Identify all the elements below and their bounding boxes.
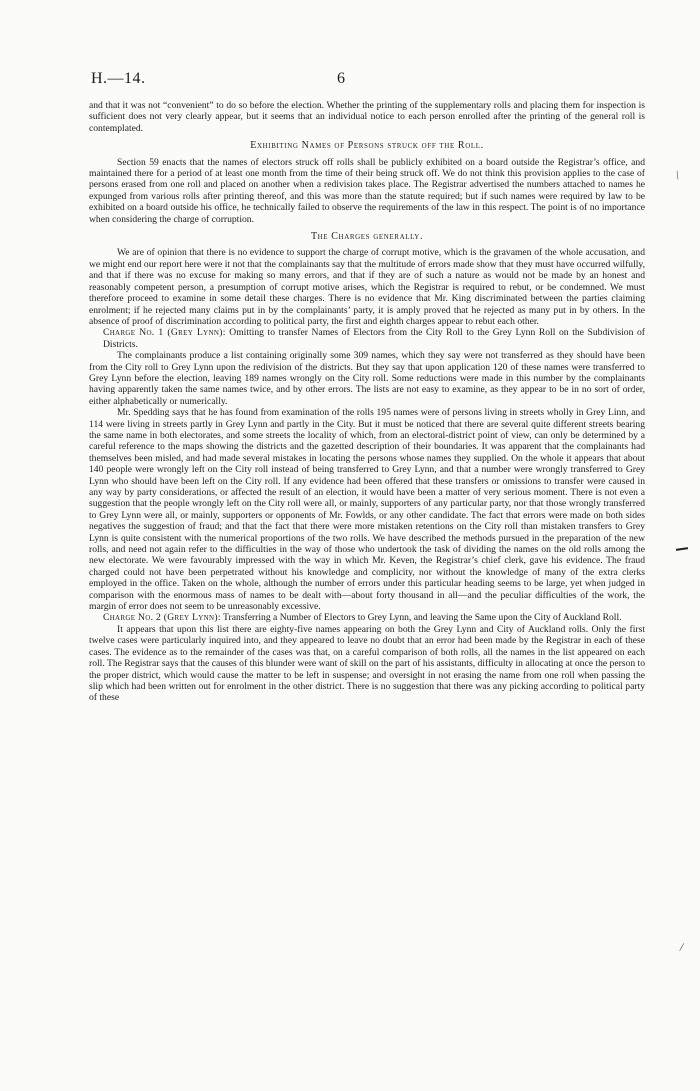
charge-paragraph: The complainants produce a list containing originally some 309 names, which they say were not transferred as they should have been from the City roll to Grey Lynn upon the redivision of the districts. But they say that upon application 120 of these names were transferred to Grey Lynn before the election, leaving 189 names wrongly on the City roll. Some reductions were made in this number by the complainants having apparently taken the same names twice, and by other errors. The lists are not easy to examine, as they appear to be in no sort of order, either alphabetically or numerically. xyxy=(89,350,645,407)
charge-title: Omitting to transfer Names of Electors from the City Roll to the Grey Lynn Roll on the Subdivision of Districts. xyxy=(103,327,645,350)
document-body xyxy=(89,100,645,704)
section-paragraph: We are of opinion that there is no evidence to support the charge of corrupt motive, which is the gravamen of the whole accusation, and we might end our report here were it not that the complainants say that the multitude of errors made show that they must have occurred wilfully, and that if there was no excuse for making so many errors, and that if they are of such a nature as would not be made by an honest and reasonably competent person, a presumption of corrupt motive arises, which the Registrar is required to rebut, or be condemned. We must therefore proceed to examine in some detail these charges. There is no evidence that Mr. King discriminated between the parties claiming enrolment; if he rejected many claims put in by the complainants’ party, it is amply proved that he rejected as many put in by others. In the absence of proof of discrimination according to political party, the first and eighth charges appear to rebut each other. xyxy=(89,247,645,327)
document-reference: H.—14. xyxy=(91,70,146,87)
charge-paragraph: It appears that upon this list there are eighty-five names appearing on both the Grey Lynn and City of Auckland rolls. Only the first twelve cases were particularly inquired into, and they appeared to leave no doubt that an error had been made by the Registrar in each of these cases. The evidence as to the remainder of the cases was that, on a careful comparison of both rolls, all the names in the list appeared on each roll. The Registrar says that the causes of this blunder were want of skill on the part of his assistants, difficulty in allocating at once the person to the proper district, which would cause the matter to be left in suspense; and oversight in not erasing the name from one roll when passing the slip which had been written out for enrolment in the other district. There is no suggestion that there was any picking according to political party of these xyxy=(89,623,645,704)
margin-pencil-mark: / xyxy=(678,939,685,955)
margin-pencil-mark: / xyxy=(672,167,682,183)
margin-pencil-mark xyxy=(676,547,688,551)
charge-label: Charge No. 1 (Grey Lynn): xyxy=(103,327,226,339)
section-heading-exhibiting: Exhibiting Names of Persons struck off the Roll. xyxy=(250,140,484,152)
document-page xyxy=(89,58,645,1073)
charge-paragraph: Mr. Spedding says that he has found from examination of the rolls 195 names were of persons living in streets wholly in Grey Linn, and 114 were living in streets partly in Grey Lynn and partly in the City. But it must be noticed that there are several quite different streets bearing the same name in both electorates, and some streets the locality of which, from an electoral-district point of view, can only be determined by a careful reference to the maps showing the districts and the gazetted description of their boundaries. It was apparent that the complainants had themselves been misled, and had made several mistakes in locating the persons whose names they supplied. On the whole it appears that about 140 people were wrongly left on the City roll instead of being transferred to Grey Lynn, and that a number were wrongly transferred to Grey Lynn who should have been left on the City roll. If any evidence had been offered that these transfers or omissions to transfer were caused in any way by party considerations, or affected the result of an election, it would have been a matter of very serious moment. There is not even a suggestion that the people wrongly left on the City roll were all, or mainly, supporters of any particular party, nor that those wrongly transferred to Grey Lynn were all, or mainly, supporters or opponents of Mr. Fowlds, or any other candidate. The fact that errors were made on both sides negatives the suggestion of fraud; and that the fact that there were more mistaken retentions on the City roll than mistaken transfers to Grey Lynn is quite consistent with the numerical proportions of the two rolls. We have described the methods pursued in the preparation of the new rolls, and need not again refer to the difficulties in the way of those who undertook the task of dividing the names on the old rolls among the new electorate. We were favourably impressed with the way in which Mr. Keven, the Registrar’s chief clerk, gave his evidence. The fraud charged could not have been perpetrated without his knowledge and complicity, nor without the knowledge of many of the extra clerks employed in the office. Taken on the whole, although the number of errors under this particular heading seems to be large, yet when judged in comparison with the enormous mass of names to be dealt with—about forty thousand in all—and the peculiar difficulties of the work, the margin of error does not seem to be unreasonably excessive. xyxy=(89,407,645,613)
charge-2-heading xyxy=(89,612,645,623)
charge-label: Charge No. 2 (Grey Lynn): xyxy=(103,612,221,624)
section-heading-charges-generally: The Charges generally. xyxy=(310,231,424,243)
charge-title: Transferring a Number of Electors to Grey Lynn, and leaving the Same upon the City of Auckland Roll. xyxy=(223,612,622,624)
page-header xyxy=(89,70,645,92)
charge-1-heading xyxy=(89,327,645,350)
page-number: 6 xyxy=(337,70,345,87)
opening-paragraph: and that it was not “convenient” to do so before the election. Whether the printing of the supplementary rolls and placing them for inspection is sufficient does not very clearly appear, but it seems that an individual notice to each person enrolled after the printing of the general roll is contemplated. xyxy=(89,100,645,134)
section-paragraph: Section 59 enacts that the names of electors struck off rolls shall be publicly exhibited on a board outside the Registrar’s office, and maintained there for a period of at least one month from the time of their being struck off. We do not think this provision applies to the case of persons erased from one roll and placed on another when a redivision takes place. The Registrar advertised the numbers attached to names he expunged from various rolls after printing thereof, and this was more than the statute required; but if such names were required by law to be exhibited on a board outside his office, he technically failed to observe the requirements of the law in this respect. The point is of no importance when considering the charge of corruption. xyxy=(89,156,645,225)
